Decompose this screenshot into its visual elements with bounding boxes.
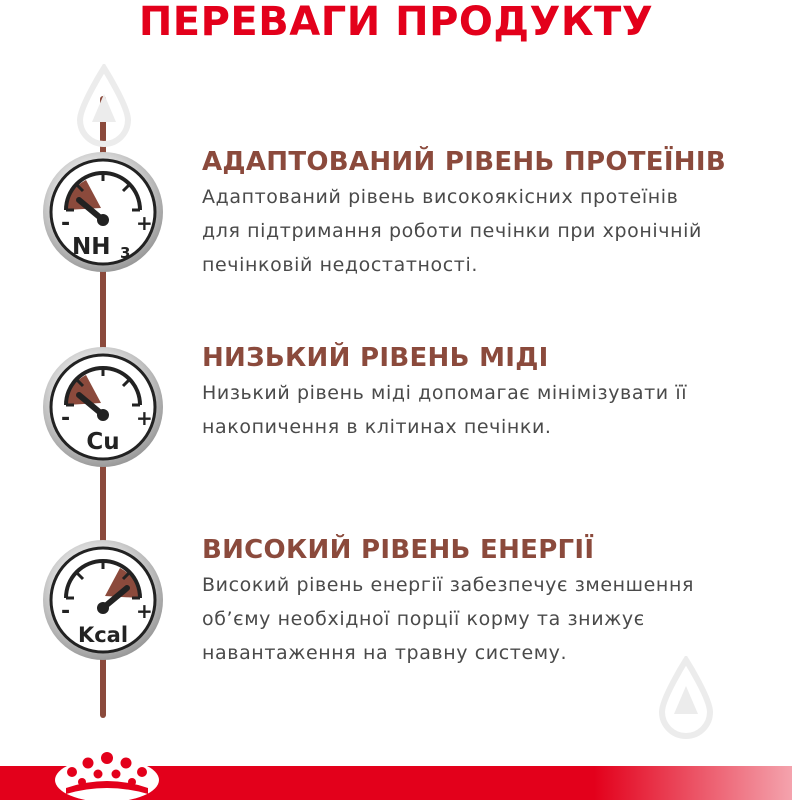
gauge-label: Kcal [77,623,129,647]
feature-copper [202,342,772,444]
feature-description-line: Високий рівень енергії забезпечує зменшення [202,574,694,596]
feature-description-line: навантаження на травну систему. [202,642,568,664]
feature-description-line: об’єму необхідної порції корму та знижує [202,608,645,630]
drop-watermark-icon [74,64,134,148]
gauge-kcal-icon [41,538,165,662]
gauge-label: NH [72,234,111,260]
feature-description-line: для підтримання роботи печінки при хронічній [202,220,702,242]
feature-description [202,568,772,670]
gauge-plus-sign: + [136,211,153,235]
feature-description [202,376,772,444]
gauge-label-subscript: 3 [120,244,131,262]
feature-title: НИЗЬКИЙ РІВЕНЬ МІДІ [202,343,549,373]
gauge-plus-sign: + [136,406,153,430]
gauge-label: Cu [86,429,120,455]
feature-description-line: Адаптований рівень високоякісних протеїнів [202,186,679,208]
feature-energy [202,534,772,670]
page-title: ПЕРЕВАГИ ПРОДУКТУ [138,0,654,45]
royal-canin-crown-icon [52,744,162,800]
gauge-plus-sign: + [136,599,153,623]
feature-description-line: накопичення в клітинах печінки. [202,416,552,438]
feature-description-line: печінковій недостатності. [202,254,478,276]
gauge-minus-sign: - [61,211,71,236]
feature-description [202,180,772,282]
feature-title: ВИСОКИЙ РІВЕНЬ ЕНЕРГІЇ [202,535,595,565]
feature-description-line: Низький рівень міді допомагає мінімізувати її [202,382,688,404]
feature-protein [202,146,772,282]
feature-title: АДАПТОВАНИЙ РІВЕНЬ ПРОТЕЇНІВ [202,147,726,177]
gauge-minus-sign: - [61,599,71,624]
gauge-cu-icon [41,345,165,469]
gauge-nh3-icon [41,150,165,274]
gauge-minus-sign: - [61,406,71,431]
